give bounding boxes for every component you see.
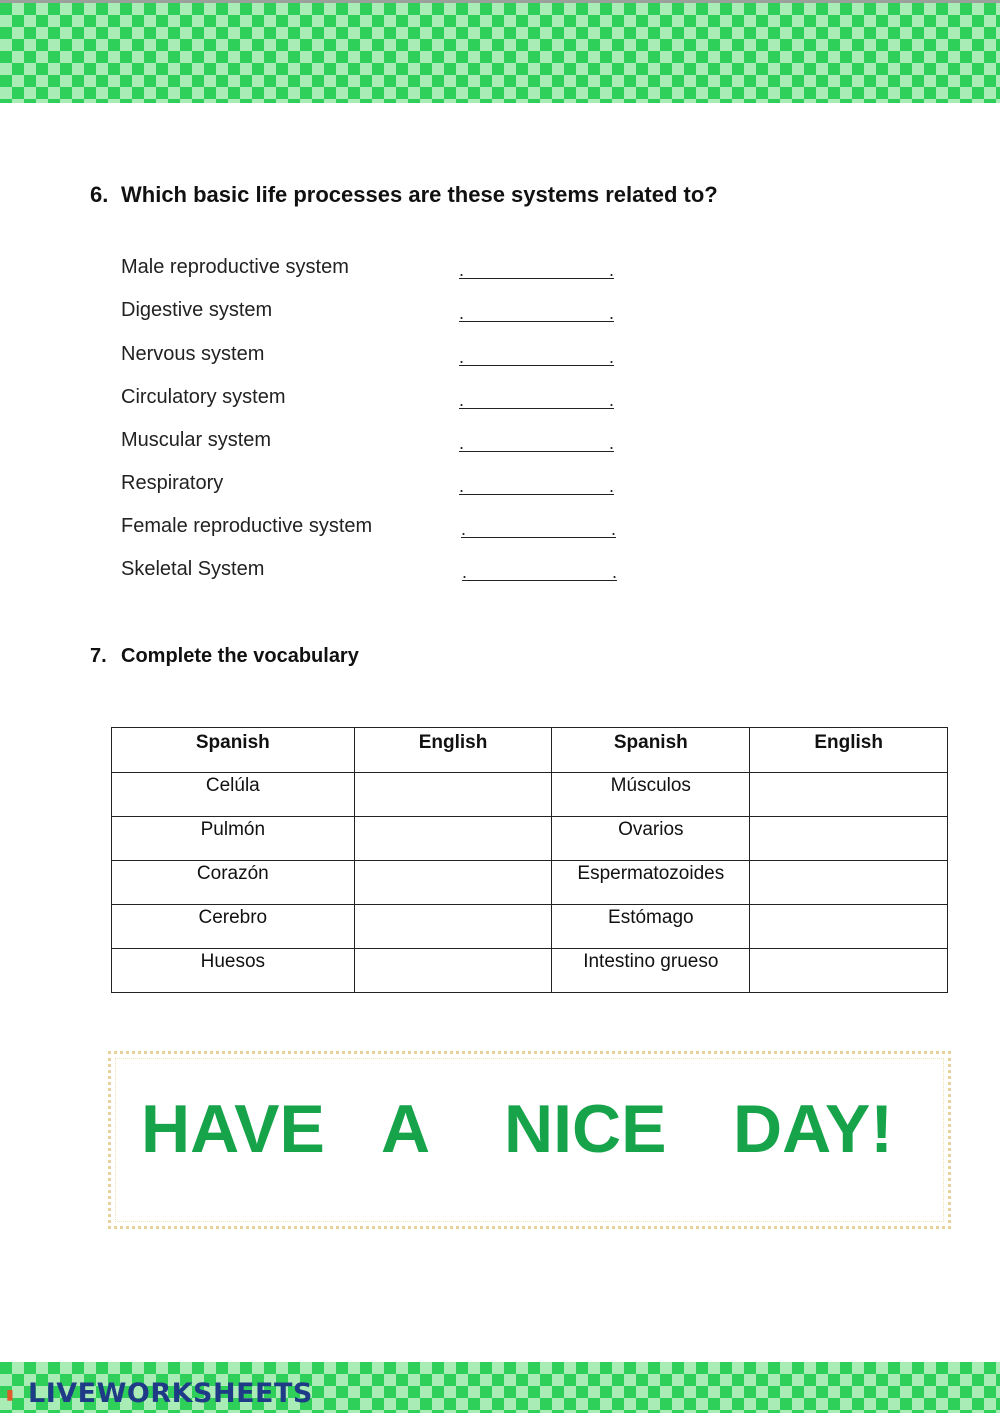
system-label: Circulatory system xyxy=(121,386,286,408)
system-row xyxy=(121,299,621,329)
english-answer-cell[interactable] xyxy=(354,861,552,905)
system-row xyxy=(121,256,621,286)
top-checker-band xyxy=(0,0,1000,103)
answer-blank[interactable] xyxy=(459,353,614,366)
header-spanish: Spanish xyxy=(552,728,750,773)
liveworksheets-logo xyxy=(6,1378,313,1409)
spanish-word: Intestino grueso xyxy=(552,949,750,993)
spanish-word: Corazón xyxy=(112,861,355,905)
answer-blank[interactable] xyxy=(459,439,614,452)
closing-word: NICE xyxy=(504,1091,667,1167)
system-row xyxy=(121,472,621,502)
english-answer-cell[interactable] xyxy=(750,817,948,861)
system-row xyxy=(121,558,621,588)
question-6-title xyxy=(90,182,718,208)
spanish-word: Ovarios xyxy=(552,817,750,861)
answer-blank[interactable] xyxy=(459,396,614,409)
closing-word: HAVE xyxy=(141,1091,325,1167)
english-answer-cell[interactable] xyxy=(354,773,552,817)
closing-message-box xyxy=(108,1051,951,1229)
table-row xyxy=(112,817,948,861)
answer-blank[interactable] xyxy=(459,482,614,495)
system-label: Digestive system xyxy=(121,299,273,321)
table-row xyxy=(112,861,948,905)
answer-blank[interactable] xyxy=(461,525,616,538)
spanish-word: Espermatozoides xyxy=(552,861,750,905)
table-row xyxy=(112,905,948,949)
question-7-number: 7. xyxy=(90,645,107,667)
english-answer-cell[interactable] xyxy=(750,861,948,905)
table-header-row xyxy=(112,728,948,773)
system-label: Female reproductive system xyxy=(121,515,373,537)
question-6-text: Which basic life processes are these systems related to? xyxy=(121,182,718,207)
closing-word: DAY! xyxy=(733,1091,893,1167)
english-answer-cell[interactable] xyxy=(354,949,552,993)
system-label: Skeletal System xyxy=(121,558,265,580)
answer-blank[interactable] xyxy=(459,266,614,279)
header-english: English xyxy=(354,728,552,773)
system-label: Nervous system xyxy=(121,343,265,365)
english-answer-cell[interactable] xyxy=(750,773,948,817)
spanish-word: Cerebro xyxy=(112,905,355,949)
system-row xyxy=(121,343,621,373)
system-label: Male reproductive system xyxy=(121,256,349,278)
vocabulary-table xyxy=(111,727,948,993)
header-spanish: Spanish xyxy=(112,728,355,773)
table-row xyxy=(112,949,948,993)
english-answer-cell[interactable] xyxy=(354,905,552,949)
header-english: English xyxy=(750,728,948,773)
system-row xyxy=(121,386,621,416)
english-answer-cell[interactable] xyxy=(750,905,948,949)
system-label: Respiratory xyxy=(121,472,224,494)
closing-word: A xyxy=(381,1091,431,1167)
question-6-number: 6. xyxy=(90,182,109,207)
logo-text: LIVEWORKSHEETS xyxy=(28,1378,313,1409)
english-answer-cell[interactable] xyxy=(750,949,948,993)
spanish-word: Huesos xyxy=(112,949,355,993)
spanish-word: Músculos xyxy=(552,773,750,817)
system-label: Muscular system xyxy=(121,429,272,451)
table-row xyxy=(112,773,948,817)
spanish-word: Estómago xyxy=(552,905,750,949)
system-row xyxy=(121,429,621,459)
spanish-word: Pulmón xyxy=(112,817,355,861)
answer-blank[interactable] xyxy=(462,568,617,581)
system-row xyxy=(121,515,621,545)
logo-mark-icon: ▮ xyxy=(6,1386,15,1403)
answer-blank[interactable] xyxy=(459,309,614,322)
question-7-text: Complete the vocabulary xyxy=(121,645,359,667)
question-7-title xyxy=(90,645,359,668)
english-answer-cell[interactable] xyxy=(354,817,552,861)
spanish-word: Celúla xyxy=(112,773,355,817)
